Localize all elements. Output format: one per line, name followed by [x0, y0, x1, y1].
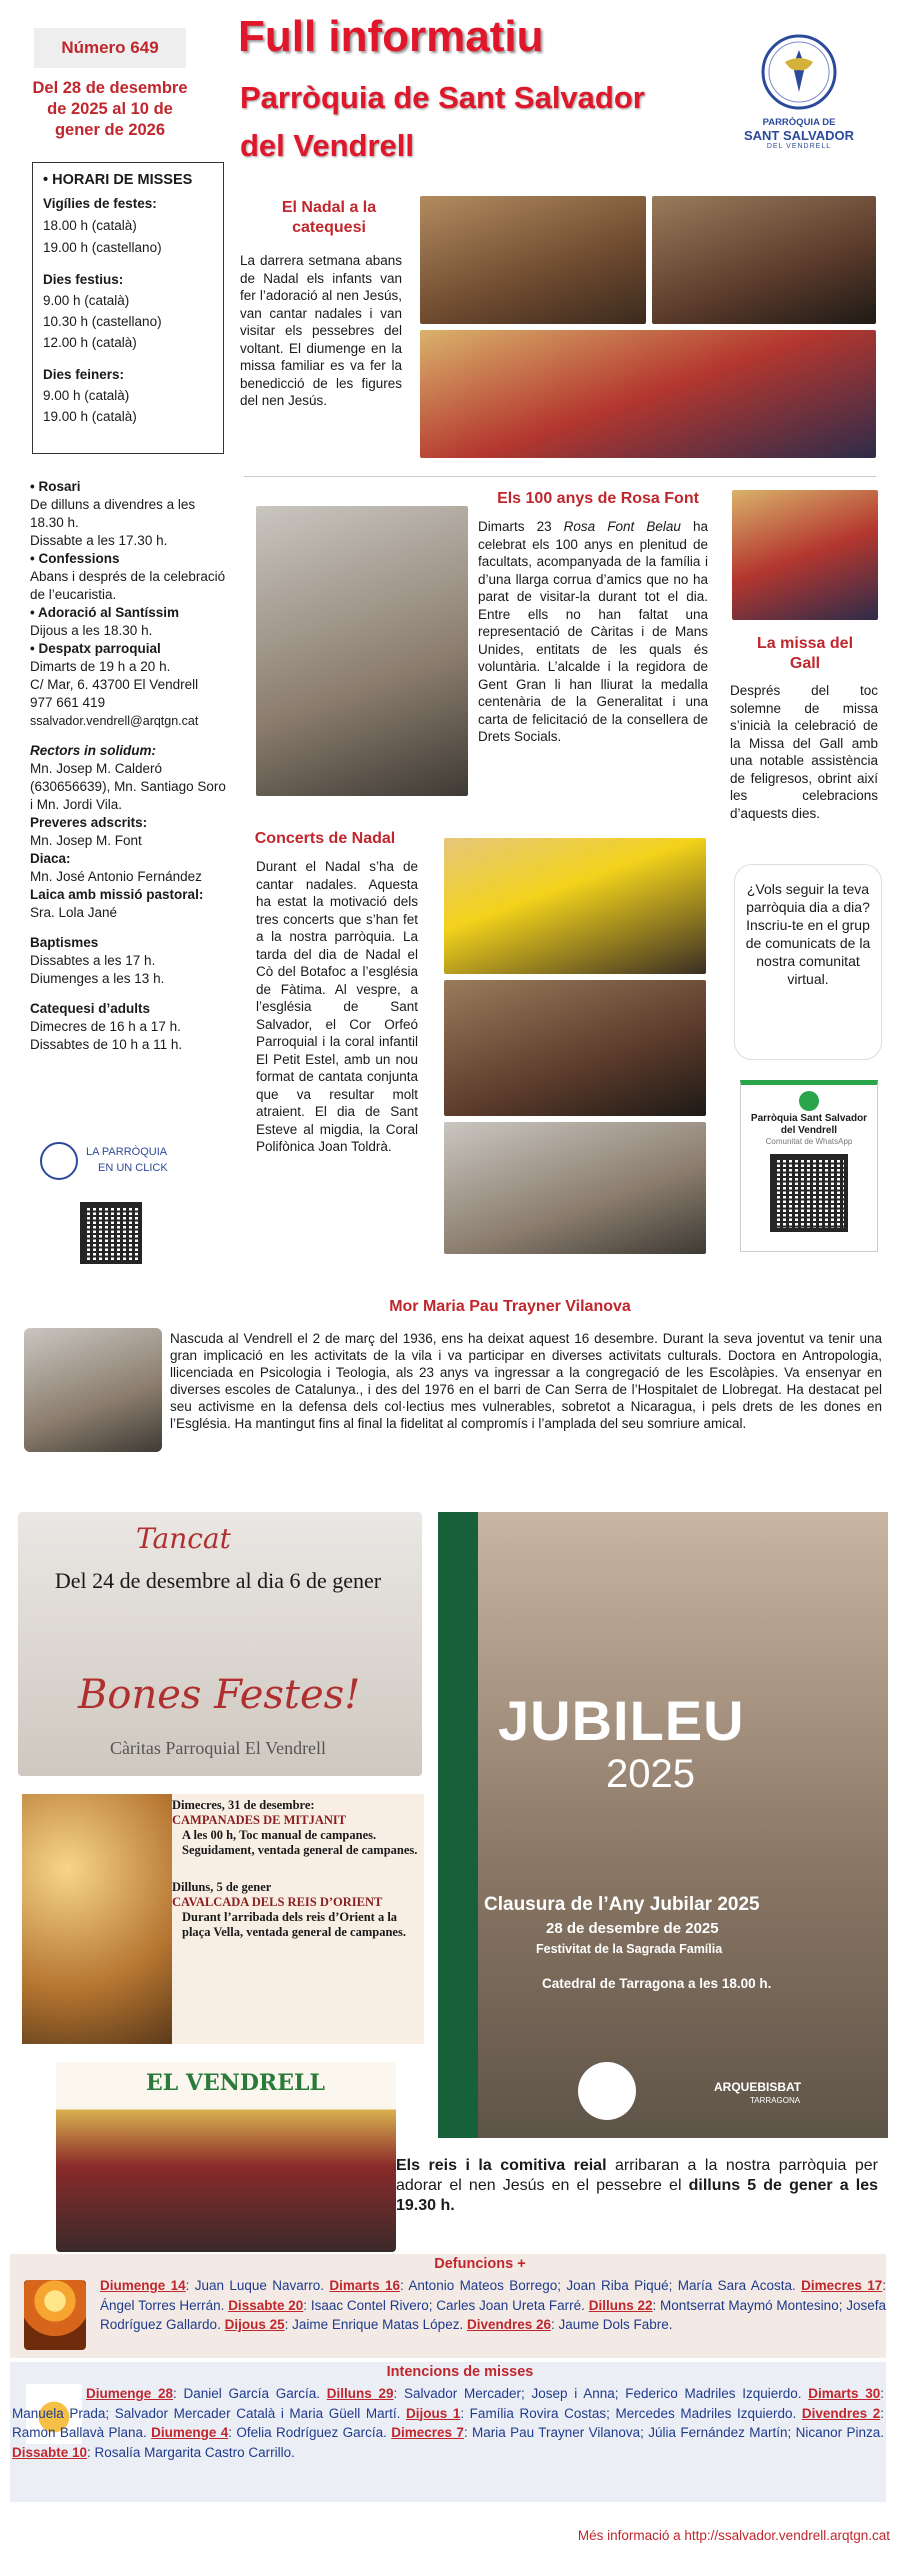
caritas-closed: Tancat	[136, 1522, 231, 1555]
def-item	[228, 2298, 589, 2313]
reis-text-2: arribaran a la nostra parròquia per adorar el nen Jesús en el pessebre el	[396, 2157, 879, 2194]
click-logo[interactable]	[40, 1138, 190, 1188]
conf-text: Abans i després de la celebració de l’eucaristia.	[30, 569, 226, 602]
header-subtitle: Parròquia de Sant Salvador	[240, 80, 645, 115]
defuncions-list	[100, 2276, 886, 2335]
intencions-list	[12, 2384, 884, 2462]
int-day: Dimecres 7	[391, 2425, 464, 2440]
diaca-text: Mn. José Antonio Fernández	[30, 869, 202, 884]
reis-text	[396, 2156, 878, 2216]
mass-heading-text: HORARI DE MISSES	[52, 172, 193, 188]
address: C/ Mar, 6. 43700 El Vendrell	[30, 677, 199, 692]
photo-concert-2	[444, 980, 706, 1116]
def-names: : Isaac Contel Rivero; Carles Joan Ureta Farré.	[303, 2297, 589, 2313]
divider	[244, 476, 876, 477]
def-names: : Ángel Torres Herrán.	[100, 2278, 887, 2313]
holy-2: 10.30 h (castellano)	[43, 314, 162, 329]
whatsapp-question: ¿Vols seguir la teva parròquia dia a dia? Inscriu-te en el grup de comunicats de la nostra comunitat virtual.	[745, 881, 871, 987]
week-heading: Dies feiners:	[43, 367, 125, 382]
int-item	[86, 2386, 327, 2401]
bells-text-1a: A les 00 h, Toc manual de campanes.	[182, 1828, 377, 1842]
whatsapp-card-icon	[799, 1091, 819, 1111]
rosa-body-em: Rosa Font Belau	[563, 519, 681, 534]
def-item	[467, 2317, 673, 2332]
int-item	[151, 2425, 391, 2440]
whatsapp-card-sub: Comunitat de WhatsApp	[765, 1137, 853, 1146]
bapt-text-1: Dissabtes a les 17 h.	[30, 953, 156, 968]
holy-3: 12.00 h (català)	[43, 335, 137, 350]
int-day: Dilluns 29	[326, 2386, 394, 2401]
int-day: Dissabte 10	[12, 2444, 88, 2460]
def-day: Dijous 25	[224, 2317, 285, 2332]
rosa-body-2: ha celebrat els 100 anys en plenitud de facultats, acompanyada de la família i d’una llarga corrua d’amics que no ha parat de visitar-la durant tot el dia. Entre ells no han faltat una representació de Càritas i de Mans Unides, entitats de les quals és voluntària. L’alcalde i la regidora de Gent Gran li han lliurat la medalla centenària de la Generalitat i una carta de felicitació de la consellera de Drets Socials.	[478, 519, 708, 744]
catequesi-heading: Catequesi d’adults	[30, 1001, 151, 1016]
catequesi-text-2: Dissabtes de 10 h a 11 h.	[30, 1037, 183, 1052]
rosari-text: De dilluns a divendres a les 18.30 h.	[30, 497, 196, 530]
caritas-poster	[18, 1512, 422, 1776]
holy-heading: Dies festius:	[43, 272, 124, 287]
desp-heading: • Despatx parroquial	[30, 641, 161, 656]
nadal-body: La darrera setmana abans de Nadal els infants van fer l’adoració al nen Jesús, van cantar nadales i van visitar els pessebres del voltant. El diumenge en la missa familiar es va fer la benedicció de les figures del nen Jesús.	[240, 253, 402, 408]
int-names: : Salvador Mercader; Josep i Anna; Federico Madriles Izquierdo.	[393, 2386, 809, 2401]
photo-catechesis-1	[420, 196, 646, 324]
int-names: : Manuela Prada; Salvador Mercader Català i Maria Güell Martí.	[12, 2386, 884, 2421]
whatsapp-card-title: Parròquia Sant Salvador del Vendrell	[750, 1113, 868, 1136]
logo-text-big: SANT SALVADOR	[743, 128, 855, 143]
issue-dates: Del 28 de desembre de 2025 al 10 de gener de 2026	[32, 79, 188, 139]
vigils-heading: Vigílies de festes:	[43, 196, 157, 211]
bells-text-2: Durant l’arribada dels reis d’Orient a la plaça Vella, ventada general de campanes.	[182, 1910, 406, 1939]
def-names: : Juan Luque Navarro.	[185, 2278, 330, 2293]
parish-logo	[740, 32, 858, 172]
jubilee-logo-icon	[578, 2062, 636, 2120]
caritas-dates: Del 24 de desembre al dia 6 de gener	[54, 1568, 382, 1593]
jubileu-poster	[438, 1512, 888, 2138]
parish-info	[30, 478, 230, 1054]
gall-body: Després del toc solemne de missa s’inicià la celebració de la Missa del Gall amb una notable assistència de feligresos, obrint així les celebracions d’aquests dies.	[730, 683, 878, 821]
bells-heading-1: CAMPANADES DE MITJANIT	[172, 1813, 347, 1827]
whatsapp-qr-code[interactable]	[770, 1154, 848, 1232]
bells-text	[172, 1798, 422, 1940]
bells-date-2: Dilluns, 5 de gener	[172, 1880, 272, 1894]
nadal-title: El Nadal a la catequesi	[281, 199, 377, 236]
rosari-text-2: Dissabte a les 17.30 h.	[30, 533, 168, 548]
header-title: Full informatiu	[238, 12, 544, 61]
mass-schedule-heading: • HORARI DE MISSES	[43, 172, 193, 188]
rectors-text: Mn. Josep M. Calderó (630656639), Mn. Santiago Soro i Mn. Jordi Vila.	[30, 761, 226, 812]
caritas-wish: Bones Festes!	[78, 1672, 361, 1718]
jubileu-line-3: Festivitat de la Sagrada Família	[536, 1942, 723, 1956]
logo-text-sub: DEL VENDRELL	[766, 143, 832, 150]
int-day: Dimarts 30	[808, 2386, 881, 2401]
click-text-2: EN UN CLICK	[98, 1162, 168, 1174]
rosari-heading-text: Rosari	[38, 479, 81, 494]
mass-schedule-box	[32, 162, 224, 454]
bells-heading-2: CAVALCADA DELS REIS D’ORIENT	[172, 1895, 383, 1909]
concerts-body: Durant el Nadal s’ha de cantar nadales. Aquesta ha estat la motivació dels tres concerts que s’han fet a la nostra parròquia. La tarda del dia de Nadal el Cò del Botafoc a l’església de Fàtima. Al vespre, a l’església de Sant Salvador, el Cor Orfeó Parroquial i la coral infantil El Petit Estel, amb un nou format de cantata conjunta que va resultar molt atraient. El dia de Sant Esteve al migdia, la Coral Polifònica Joan Toldrà.	[256, 859, 418, 1154]
def-item	[100, 2278, 329, 2293]
def-day: Dissabte 20	[228, 2297, 304, 2313]
reis-text-3: dilluns 5 de gener a les 19.30 h.	[396, 2177, 879, 2214]
angel-logo-icon	[759, 32, 839, 112]
click-text-1: LA PARRÒQUIA	[86, 1146, 168, 1158]
def-day: Divendres 26	[466, 2317, 551, 2332]
arquebisbat-sub: TARRAGONA	[750, 2096, 801, 2105]
int-day: Diumenge 4	[151, 2425, 229, 2440]
bapt-text-2: Diumenges a les 13 h.	[30, 971, 165, 986]
int-item	[12, 2445, 295, 2460]
whatsapp-card[interactable]	[740, 1080, 878, 1252]
obit-title: Mor Maria Pau Trayner Vilanova	[389, 1298, 631, 1315]
intencions-title: Intencions de misses	[386, 2364, 534, 2380]
issue-number: Número 649	[61, 38, 159, 57]
catequesi-text-1: Dimecres de 16 h a 17 h.	[30, 1019, 181, 1034]
bells-date-1: Dimecres, 31 de desembre:	[172, 1798, 315, 1812]
obit-body: Nascuda al Vendrell el 2 de març del 1936, ens ha deixat aquest 16 desembre. Durant la seva joventut va tenir una gran implicació en les activitats de la vila i va participar en diverses activitats culturals. Doctora en Antropologia, llicenciada en Psicologia i Teologia, als 23 anys va ingressar a la congregació de les Escolàpies. Va ensenyar en diverses escoles de Catalunya., i des del 1976 en el barri de Can Serra de l’Hospitalet de Llobregat. Ha destacat pel seu activisme en la defensa dels col·lectius mes vulnerables, sobretot a Nicaragua, i pels drets de les dones en l’Església. Ha mantingut fins al final la fidelitat al compromís i l’amplada del seu somriure amical.	[170, 1331, 882, 1431]
reis-image	[56, 2062, 396, 2252]
def-day: Dimecres 17	[801, 2278, 883, 2293]
concerts-title: Concerts de Nadal	[254, 830, 396, 847]
intencions-text	[12, 2384, 884, 2462]
bells-image	[22, 1794, 172, 2044]
rectors-heading: Rectors in solidum:	[30, 743, 157, 758]
int-item	[327, 2386, 808, 2401]
jubileu-big: JUBILEU	[498, 1689, 745, 1752]
def-names: : Jaime Enrique Matas López.	[284, 2317, 467, 2332]
vigil-2: 19.00 h (castellano)	[43, 240, 162, 255]
jubileu-line-4: Catedral de Tarragona a les 18.00 h.	[542, 1976, 772, 1991]
candle-icon	[24, 2280, 86, 2350]
footer-link[interactable]: Més informació a http://ssalvador.vendrell.arqtgn.cat	[577, 2528, 890, 2543]
reis-label: EL VENDRELL	[146, 2070, 325, 2096]
reis-text-1: Els reis i la comitiva reial	[396, 2157, 607, 2174]
preveres-heading: Preveres adscrits:	[30, 815, 148, 830]
gall-title: La missa del Gall	[756, 635, 854, 672]
def-names: : Jaume Dols Fabre.	[551, 2317, 673, 2332]
bells-poster	[22, 1794, 424, 2044]
int-names: : Ofelia Rodríguez García.	[228, 2425, 392, 2440]
phone: 977 661 419	[30, 695, 106, 710]
def-names: : Montserrat Maymó Montesino; Josefa Rodríguez Gallardo.	[100, 2297, 887, 2332]
sidebar-qr-code[interactable]	[80, 1202, 142, 1264]
rosa-body	[478, 518, 708, 746]
adora-text: Dijous a les 18.30 h.	[30, 623, 153, 638]
defuncions-text	[100, 2276, 886, 2335]
preveres-text: Mn. Josep M. Font	[30, 833, 142, 848]
jubileu-year: 2025	[606, 1752, 695, 1796]
jubileu-line-2: 28 de desembre de 2025	[546, 1920, 719, 1937]
photo-maria-pau	[24, 1328, 162, 1452]
adora-heading-text: Adoració al Santíssim	[37, 605, 180, 620]
def-day: Dimarts 16	[329, 2278, 401, 2293]
photo-concert-3	[444, 1122, 706, 1254]
defuncions-title: Defuncions +	[434, 2256, 526, 2272]
photo-missa-gall	[732, 490, 878, 620]
laica-text: Sra. Lola Jané	[30, 905, 118, 920]
int-names: : Família Rovira Costas; Mercedes Madriles Izquierdo.	[460, 2405, 802, 2421]
photo-rosa-font	[256, 506, 468, 796]
logo-text-small: PARRÒQUIA DE	[762, 117, 836, 128]
bapt-heading: Baptismes	[30, 935, 99, 950]
conf-heading-text: Confessions	[38, 551, 120, 566]
int-names: : Rosalía Margarita Castro Carrillo.	[87, 2444, 295, 2460]
photo-catechesis-3	[420, 330, 876, 458]
int-day: Divendres 2	[801, 2405, 881, 2421]
vigil-1: 18.00 h (català)	[43, 218, 137, 233]
week-1: 9.00 h (català)	[43, 388, 130, 403]
photo-catechesis-2	[652, 196, 876, 324]
int-item	[391, 2425, 884, 2440]
bells-text-1b: Seguidament, ventada general de campanes.	[182, 1843, 418, 1857]
int-names: : Maria Pau Trayner Vilanova; Júlia Fernández Martín; Nicanor Pinza.	[463, 2425, 885, 2440]
arquebisbat-label: ARQUEBISBAT	[714, 2080, 802, 2094]
int-day: Diumenge 28	[86, 2386, 174, 2401]
laica-heading: Laica amb missió pastoral:	[30, 887, 204, 902]
def-item	[225, 2317, 467, 2332]
def-names: : Antonio Mateos Borrego; Joan Riba Piqué; María Sara Acosta.	[400, 2278, 802, 2293]
diaca-heading: Diaca:	[30, 851, 71, 866]
int-item	[406, 2406, 802, 2421]
obit-body-wrap	[170, 1330, 882, 1432]
desp-heading-text: Despatx parroquial	[38, 641, 161, 656]
week-2: 19.00 h (català)	[43, 409, 137, 424]
def-day: Diumenge 14	[100, 2278, 186, 2293]
rosa-body-1: Dimarts 23	[478, 519, 564, 534]
jubileu-line-1: Clausura de l’Any Jubilar 2025	[484, 1894, 760, 1915]
int-names: : Ramon Ballavà Plana.	[12, 2405, 884, 2440]
jubileu-green-bar	[438, 1512, 478, 2138]
rosari-heading: • Rosari	[30, 479, 81, 494]
int-names: : Daniel García García.	[173, 2386, 327, 2401]
caritas-signature: Càritas Parroquial El Vendrell	[109, 1738, 327, 1758]
click-logo-icon	[40, 1142, 78, 1180]
def-item	[329, 2278, 801, 2293]
holy-1: 9.00 h (català)	[43, 293, 130, 308]
def-day: Dilluns 22	[588, 2297, 653, 2313]
rosa-title: Els 100 anys de Rosa Font	[497, 490, 699, 507]
email-link[interactable]: ssalvador.vendrell@arqtgn.cat	[30, 714, 199, 728]
adora-heading: • Adoració al Santíssim	[30, 605, 180, 620]
photo-concert-1	[444, 838, 706, 974]
header-subtitle-2: del Vendrell	[240, 128, 415, 163]
int-day: Dijous 1	[405, 2405, 461, 2421]
conf-heading: • Confessions	[30, 551, 120, 566]
desp-text: Dimarts de 19 h a 20 h.	[30, 659, 171, 674]
